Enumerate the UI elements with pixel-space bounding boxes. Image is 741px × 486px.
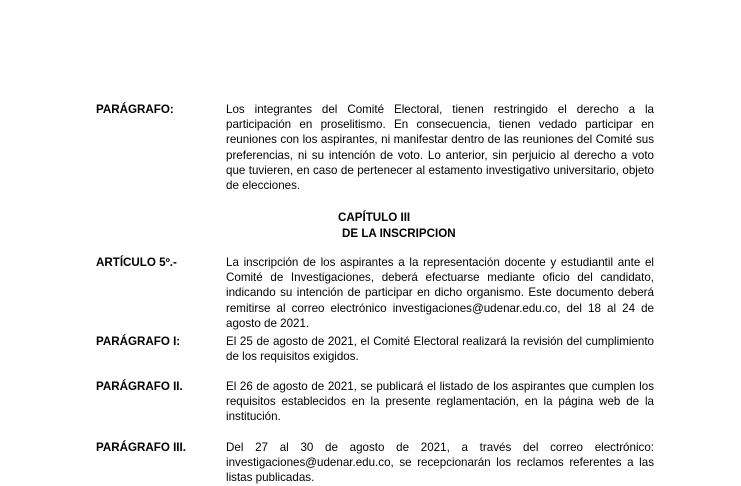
paragrafo-2-label: PARÁGRAFO II. xyxy=(96,380,183,393)
articulo-5-text: La inscripción de los aspirantes a la representación docente y estudiantil ante el Comité de Investigaciones, deberá efectuarse mediante oficio del candidato, indicando su intención de participar en dicho organismo. Este documento deberá remitirse al correo electrónico investigaciones@udenar.edu.co, del 18 al 24 de agosto de 2021. xyxy=(226,256,654,330)
paragrafo-1-text: El 25 de agosto de 2021, el Comité Electoral realizará la revisión del cumplimiento de los requisitos exigidos. xyxy=(226,335,654,364)
chapter-number: CAPÍTULO III xyxy=(338,211,411,224)
paragrafo-2-text: El 26 de agosto de 2021, se publicará el listado de los aspirantes que cumplen los requisitos establecidos en la presente reglamentación, en la página web de la institución. xyxy=(226,380,654,424)
paragrafo-3-label: PARÁGRAFO III. xyxy=(96,441,186,454)
paragrafo-1-label: PARÁGRAFO I: xyxy=(96,335,181,348)
paragrafo-comite-label: PARÁGRAFO: xyxy=(96,103,174,116)
articulo-5-label: ARTÍCULO 5º.- xyxy=(96,256,177,269)
paragrafo-comite-text: Los integrantes del Comité Electoral, tienen restringido el derecho a la participación en proselitismo. En consecuencia, tienen vedado participar en reuniones con los aspirantes, ni manifestar dentro de las reuniones del Comité sus preferencias, ni su intención de voto. Lo anterior, sin perjuicio al derecho a voto que tuvieren, en caso de pertenecer al estamento investigativo universitario, objeto de elecciones. xyxy=(226,103,654,193)
paragrafo-3-text: Del 27 al 30 de agosto de 2021, a través del correo electrónico: investigaciones@udenar.edu.co, se recepcionarán los reclamos referentes a las listas publicadas. xyxy=(226,441,654,485)
chapter-title: DE LA INSCRIPCION xyxy=(342,227,456,240)
